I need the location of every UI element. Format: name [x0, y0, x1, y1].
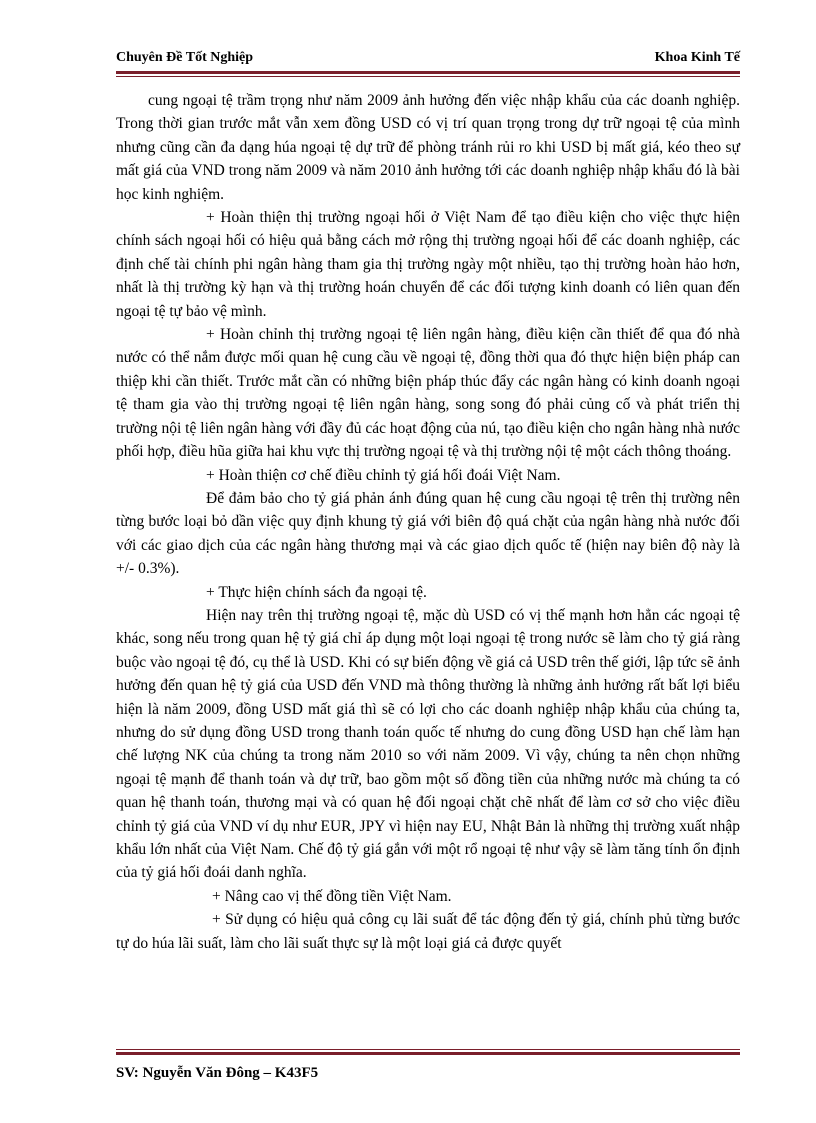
paragraph: + Hoàn thiện thị trường ngoại hối ở Việt Nam để tạo điều kiện cho việc thực hiện chính sách ngoại hối có hiệu quả bằng cách mở rộng thị trường ngoại hối để các doanh nghiệp, các định chế tài chính phi ngân hàng tham gia thị trường ngày một nhiều, tạo thị trường hoàn hảo hơn, nhất là thị trường kỳ hạn và thị trường hoán chuyển để các đối tượng kinh doanh có liên quan đến ngoại tệ tự bảo vệ mình.: [116, 209, 740, 320]
footer-divider: [116, 1049, 740, 1055]
paragraph: Hiện nay trên thị trường ngoại tệ, mặc dù USD có vị thế mạnh hơn hẳn các ngoại tệ khác, song nếu trong quan hệ tỷ giá chỉ áp dụng một loại ngoại tệ trong nước sẽ làm cho tỷ giá ràng buộc vào ngoại tệ đó, cụ thể là USD. Khi có sự biến động về giá cả USD trên thế giới, lập tức sẽ ảnh hưởng đến quan hệ tỷ giá của USD đến VND mà thông thường là những ảnh hưởng rất bất lợi biểu hiện là năm 2009, đồng USD mất giá thì sẽ có lợi cho các doanh nghiệp nhập khẩu của chúng ta, nhưng do sử dụng đồng USD trong thanh toán quốc tế nhưng do cung đồng USD hạn chế làm hạn chế lượng NK của chúng ta trong năm 2010 so với năm 2009. Vì vậy, chúng ta nên chọn những ngoại tệ mạnh để thanh toán và dự trữ, bao gồm một số đồng tiền của những nước mà chúng ta có quan hệ thanh toán, thương mại và có quan hệ đối ngoại chặt chẽ nhất để làm cơ sở cho việc điều chỉnh tỷ giá của VND ví dụ như EUR, JPY vì hiện nay EU, Nhật Bản là những thị trường xuất nhập khẩu lớn nhất của Việt Nam. Chế độ tỷ giá gắn với một rổ ngoại tệ như vậy sẽ làm tăng tính ổn định của tỷ giá hối đoái danh nghĩa.: [116, 606, 740, 882]
header-department: Khoa Kinh Tế: [654, 50, 740, 65]
paragraph: + Hoàn thiện cơ chế điều chỉnh tỷ giá hối đoái Việt Nam.: [206, 466, 561, 484]
paragraph: cung ngoại tệ trầm trọng như năm 2009 ảnh hưởng đến việc nhập khẩu của các doanh nghiệp. Trong thời gian trước mắt vẫn xem đồng USD có vị trí quan trọng trong dự trữ ngoại tệ của mình nhưng cũng cần đa dạng húa ngoại tệ dự trữ để phòng tránh rủi ro khi USD bị mất giá, kéo theo sự mất giá của VND trong năm 2009 và năm 2010 ảnh hưởng tới các doanh nghiệp nhập khẩu đó là bài học kinh nghiệm.: [116, 92, 740, 203]
paragraph: Để đảm bảo cho tỷ giá phản ánh đúng quan hệ cung cầu ngoại tệ trên thị trường nên từng bước loại bỏ dần việc quy định khung tỷ giá với biên độ quá chặt của ngân hàng nhà nước đối với các giao dịch của các ngân hàng thương mại và các giao dịch quốc tế (hiện nay biên độ này là +/- 0.3%).: [116, 489, 740, 578]
paragraph: + Sử dụng có hiệu quả công cụ lãi suất để tác động đến tỷ giá, chính phủ từng bước tự do húa lãi suất, làm cho lãi suất thực sự là một loại giá cả được quyết: [116, 911, 740, 952]
page-footer: SV: Nguyễn Văn Đông – K43F5: [116, 1065, 319, 1081]
document-body: [116, 89, 740, 955]
header-title: Chuyên Đề Tốt Nghiệp: [116, 50, 254, 65]
header-divider: [116, 71, 740, 77]
paragraph: + Thực hiện chính sách đa ngoại tệ.: [206, 583, 427, 601]
paragraph: + Nâng cao vị thế đồng tiền Việt Nam.: [212, 887, 452, 905]
paragraph: + Hoàn chỉnh thị trường ngoại tệ liên ngân hàng, điều kiện cần thiết để qua đó nhà nước có thể nắm được mối quan hệ cung cầu về ngoại tệ, đồng thời qua đó thực hiện biện pháp can thiệp khi cần thiết. Trước mắt cần có những biện pháp thúc đẩy các ngân hàng có kinh doanh ngoại tệ tham gia vào thị trường ngoại tệ liên ngân hàng, song song đó phải củng cố và phát triển thị trường nội tệ liên ngân hàng với đầy đủ các hoạt động của nú, tạo điều kiện cho ngân hàng nhà nước phối hợp, điều hũa giữa hai khu vực thị trường ngoại tệ và thị trường nội tệ một cách thông thoáng.: [116, 326, 740, 461]
